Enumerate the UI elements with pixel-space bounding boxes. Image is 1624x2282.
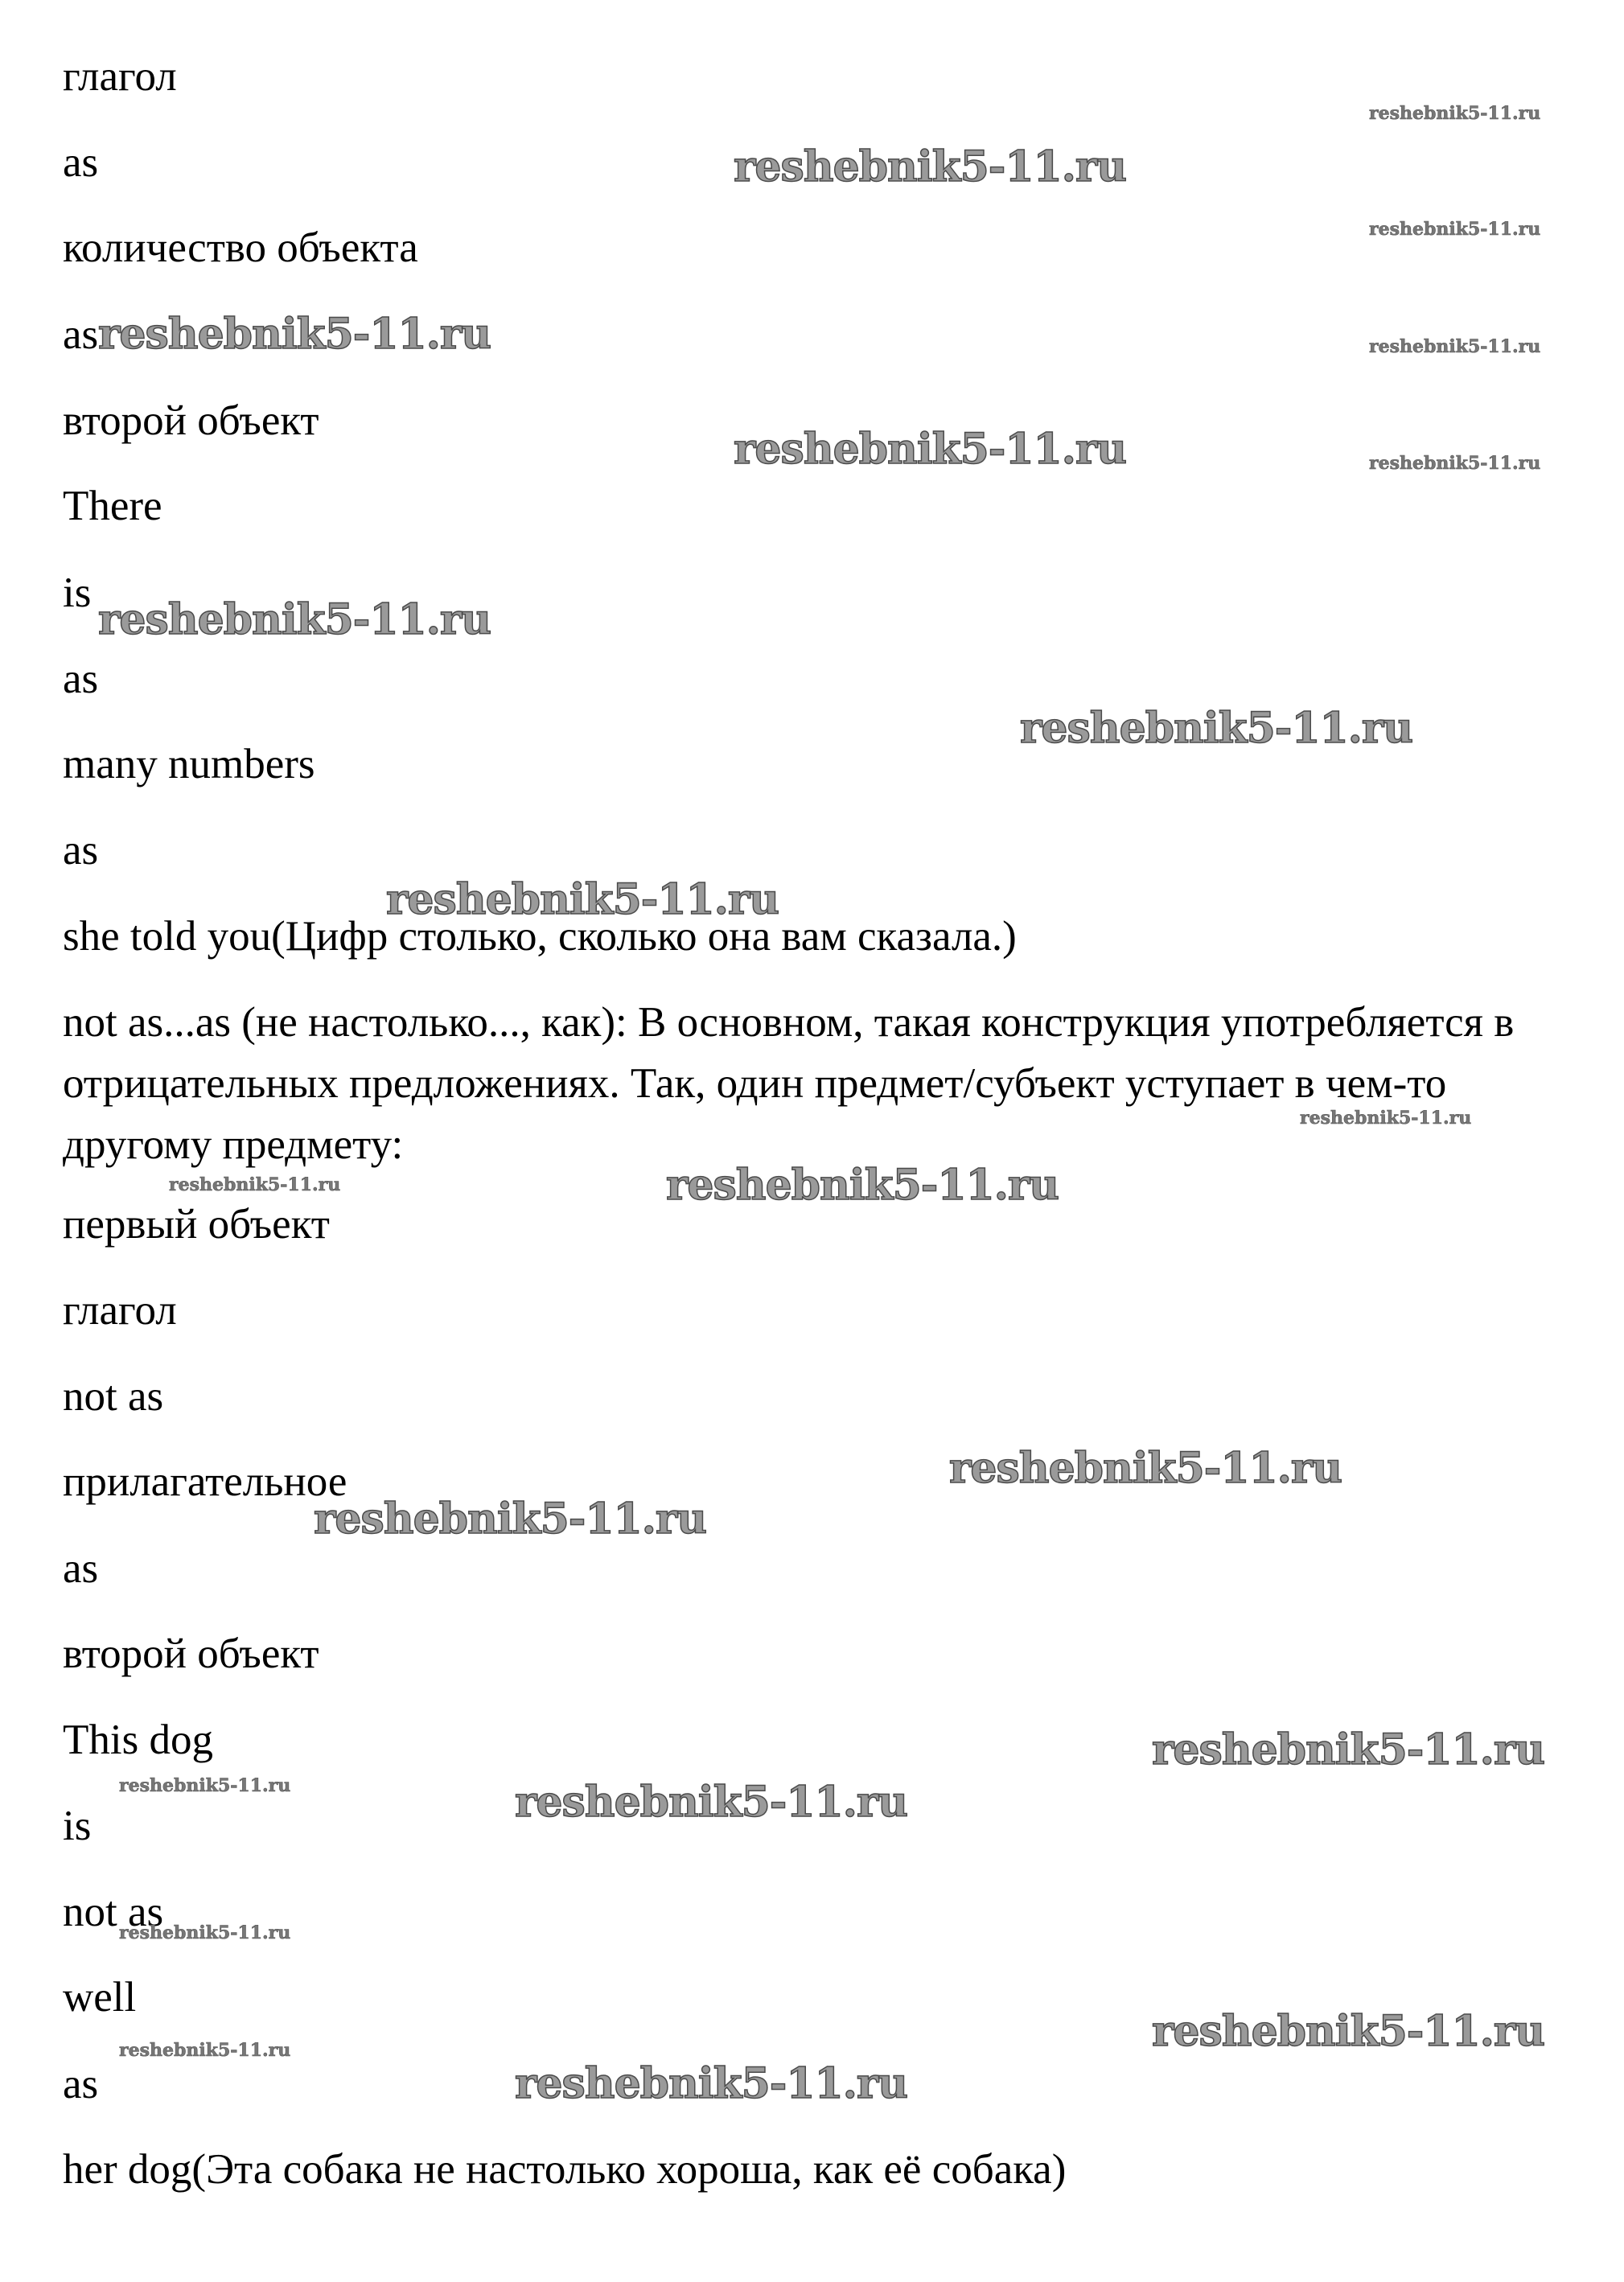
watermark: reshebnik5-11.ru (1369, 219, 1541, 240)
text-line: количество объекта (63, 224, 418, 271)
text-line: as (63, 139, 99, 186)
watermark: reshebnik5-11.ru (169, 1174, 341, 1195)
text-line: as (63, 311, 99, 358)
text-line: второй объект (63, 397, 319, 444)
text-line: her dog(Эта собака не настолько хороша, как её собака) (63, 2146, 1067, 2193)
text-line: not as (63, 1373, 164, 1420)
text-line: There (63, 483, 162, 529)
watermark: reshebnik5-11.ru (734, 425, 1127, 474)
text-paragraph: not as...as (не настолько..., как): В основном, такая конструкция употребляется в отрицательных предложениях. Так, один предмет/субъект уступает в чем-то другому предмету: (63, 999, 1515, 1168)
watermark: reshebnik5-11.ru (515, 1778, 908, 1827)
watermark: reshebnik5-11.ru (515, 2059, 908, 2108)
text-line: первый объект (63, 1201, 330, 1248)
watermark: reshebnik5-11.ru (119, 1775, 291, 1796)
text-line: прилагательное (63, 1458, 347, 1505)
text-line: she told you(Цифр столько, сколько она вам сказала.) (63, 913, 1017, 960)
watermark: reshebnik5-11.ru (1020, 704, 1413, 753)
watermark: reshebnik5-11.ru (98, 310, 491, 359)
watermark: reshebnik5-11.ru (119, 1922, 291, 1943)
watermark: reshebnik5-11.ru (949, 1444, 1342, 1493)
text-line: второй объект (63, 1630, 319, 1677)
text-line: many numbers (63, 741, 315, 787)
text-line: as (63, 2061, 99, 2107)
text-line: as (63, 656, 99, 702)
text-line: глагол (63, 53, 177, 100)
text-line: глагол (63, 1287, 177, 1334)
watermark: reshebnik5-11.ru (386, 875, 779, 924)
watermark: reshebnik5-11.ru (666, 1161, 1059, 1210)
text-line: is (63, 569, 92, 616)
watermark: reshebnik5-11.ru (119, 2040, 291, 2061)
watermark: reshebnik5-11.ru (1369, 103, 1541, 124)
text-line: not as (63, 1889, 164, 1935)
watermark: reshebnik5-11.ru (98, 595, 491, 644)
watermark: reshebnik5-11.ru (734, 142, 1127, 191)
watermark: reshebnik5-11.ru (314, 1495, 707, 1544)
text-line: is (63, 1803, 92, 1849)
watermark: reshebnik5-11.ru (1152, 1725, 1545, 1774)
watermark: reshebnik5-11.ru (1152, 2007, 1545, 2056)
text-line: This dog (63, 1717, 213, 1763)
watermark: reshebnik5-11.ru (1300, 1108, 1472, 1129)
watermark: reshebnik5-11.ru (1369, 453, 1541, 474)
watermark: reshebnik5-11.ru (1369, 336, 1541, 357)
text-line: as (63, 827, 99, 874)
text-line: well (63, 1974, 137, 2021)
text-line: as (63, 1545, 99, 1592)
